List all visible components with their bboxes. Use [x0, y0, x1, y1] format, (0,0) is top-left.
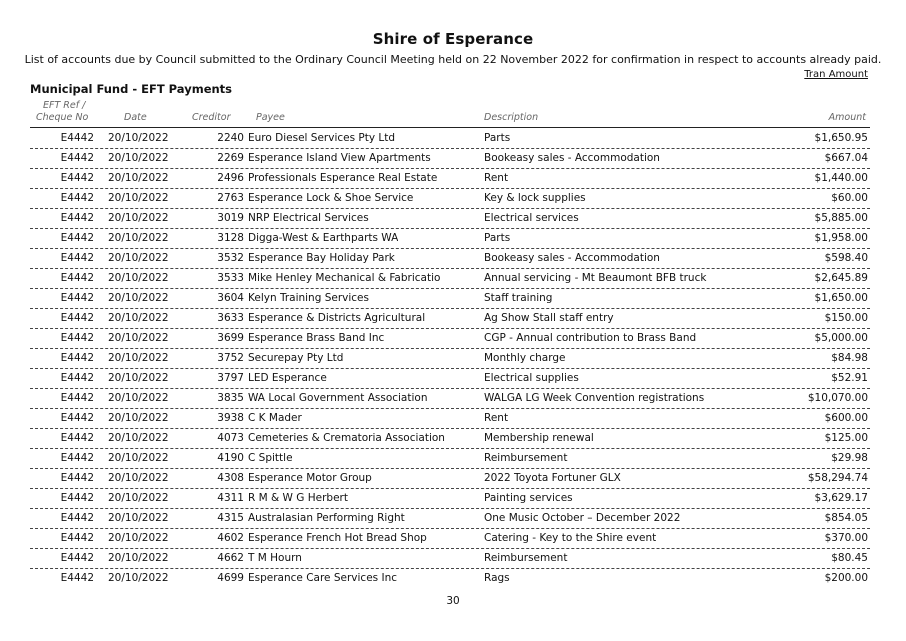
payee-cell: Securepay Pty Ltd: [248, 352, 344, 364]
table-row: [30, 489, 870, 509]
amount-cell: $84.98: [831, 352, 868, 364]
date-cell: 20/10/2022: [108, 132, 169, 144]
creditor-cell: 3752: [217, 352, 244, 364]
payee-cell: Esperance Motor Group: [248, 472, 372, 484]
eft-ref-cell: E4442: [60, 232, 94, 244]
column-header-description: Description: [484, 112, 539, 123]
eft-ref-cell: E4442: [60, 132, 94, 144]
description-cell: Ag Show Stall staff entry: [484, 312, 614, 324]
eft-ref-cell: E4442: [60, 332, 94, 344]
date-cell: 20/10/2022: [108, 472, 169, 484]
table-row: [30, 349, 870, 369]
table-row: [30, 129, 870, 149]
column-header-ref-line1: EFT Ref /: [43, 100, 86, 111]
amount-cell: $29.98: [831, 452, 868, 464]
description-cell: Rent: [484, 412, 509, 424]
payee-cell: R M & W G Herbert: [248, 492, 348, 504]
eft-ref-cell: E4442: [60, 572, 94, 584]
date-cell: 20/10/2022: [108, 412, 169, 424]
description-cell: Bookeasy sales - Accommodation: [484, 152, 660, 164]
amount-cell: $854.05: [824, 512, 868, 524]
date-cell: 20/10/2022: [108, 232, 169, 244]
description-cell: One Music October – December 2022: [484, 512, 681, 524]
column-header-ref: [36, 100, 89, 124]
amount-cell: $1,440.00: [814, 172, 868, 184]
creditor-cell: 2269: [217, 152, 244, 164]
fund-heading: Municipal Fund - EFT Payments: [30, 82, 233, 96]
amount-cell: $667.04: [824, 152, 868, 164]
eft-ref-cell: E4442: [60, 452, 94, 464]
description-cell: Painting services: [484, 492, 573, 504]
date-cell: 20/10/2022: [108, 252, 169, 264]
eft-ref-cell: E4442: [60, 492, 94, 504]
eft-ref-cell: E4442: [60, 372, 94, 384]
payee-cell: C Spittle: [248, 452, 293, 464]
amount-cell: $125.00: [824, 432, 868, 444]
table-row: [30, 329, 870, 349]
date-cell: 20/10/2022: [108, 452, 169, 464]
table-row: [30, 529, 870, 549]
amount-cell: $1,958.00: [814, 232, 868, 244]
eft-ref-cell: E4442: [60, 352, 94, 364]
table-row: [30, 509, 870, 529]
eft-ref-cell: E4442: [60, 272, 94, 284]
payee-cell: Euro Diesel Services Pty Ltd: [248, 132, 396, 144]
description-cell: Catering - Key to the Shire event: [484, 532, 657, 544]
date-cell: 20/10/2022: [108, 312, 169, 324]
description-cell: WALGA LG Week Convention registrations: [484, 392, 705, 404]
date-cell: 20/10/2022: [108, 372, 169, 384]
date-cell: 20/10/2022: [108, 192, 169, 204]
description-cell: Reimbursement: [484, 552, 568, 564]
eft-ref-cell: E4442: [60, 552, 94, 564]
description-cell: Monthly charge: [484, 352, 566, 364]
payee-cell: WA Local Government Association: [248, 392, 428, 404]
table-row: [30, 289, 870, 309]
payee-cell: Esperance Care Services Inc: [248, 572, 397, 584]
creditor-cell: 4190: [217, 452, 244, 464]
description-cell: Staff training: [484, 292, 553, 304]
description-cell: Bookeasy sales - Accommodation: [484, 252, 660, 264]
date-cell: 20/10/2022: [108, 432, 169, 444]
payee-cell: T M Hourn: [248, 552, 302, 564]
date-cell: 20/10/2022: [108, 212, 169, 224]
eft-ref-cell: E4442: [60, 172, 94, 184]
eft-ref-cell: E4442: [60, 412, 94, 424]
creditor-cell: 4699: [217, 572, 244, 584]
page-number: 30: [446, 595, 460, 607]
amount-cell: $80.45: [831, 552, 868, 564]
table-row: [30, 229, 870, 249]
description-cell: Parts: [484, 232, 511, 244]
payee-cell: NRP Electrical Services: [248, 212, 369, 224]
creditor-cell: 3128: [217, 232, 244, 244]
date-cell: 20/10/2022: [108, 532, 169, 544]
document-title: Shire of Esperance: [372, 30, 534, 48]
eft-ref-cell: E4442: [60, 212, 94, 224]
creditor-cell: 4311: [217, 492, 244, 504]
description-cell: Parts: [484, 132, 511, 144]
eft-ref-cell: E4442: [60, 292, 94, 304]
creditor-cell: 2496: [217, 172, 244, 184]
creditor-cell: 4315: [217, 512, 244, 524]
payee-cell: Esperance Bay Holiday Park: [248, 252, 395, 264]
amount-cell: $600.00: [824, 412, 868, 424]
column-header-amount: Amount: [828, 112, 866, 123]
description-cell: Membership renewal: [484, 432, 594, 444]
creditor-cell: 3835: [217, 392, 244, 404]
payee-cell: Cemeteries & Crematoria Association: [248, 432, 445, 444]
amount-cell: $5,885.00: [814, 212, 868, 224]
amount-cell: $1,650.95: [814, 132, 868, 144]
date-cell: 20/10/2022: [108, 352, 169, 364]
date-cell: 20/10/2022: [108, 272, 169, 284]
creditor-cell: 4662: [217, 552, 244, 564]
payee-cell: Mike Henley Mechanical & Fabricatio: [248, 272, 441, 284]
date-cell: 20/10/2022: [108, 172, 169, 184]
payee-cell: Kelyn Training Services: [248, 292, 369, 304]
date-cell: 20/10/2022: [108, 152, 169, 164]
column-header-date: Date: [124, 112, 147, 123]
creditor-cell: 4602: [217, 532, 244, 544]
payee-cell: LED Esperance: [248, 372, 327, 384]
eft-ref-cell: E4442: [60, 392, 94, 404]
amount-cell: $598.40: [824, 252, 868, 264]
payee-cell: Digga-West & Earthparts WA: [248, 232, 399, 244]
creditor-cell: 3604: [217, 292, 244, 304]
date-cell: 20/10/2022: [108, 512, 169, 524]
table-row: [30, 269, 870, 289]
table-row: [30, 169, 870, 189]
eft-ref-cell: E4442: [60, 512, 94, 524]
table-row: [30, 469, 870, 489]
column-header-payee: Payee: [256, 112, 285, 123]
creditor-cell: 3019: [217, 212, 244, 224]
creditor-cell: 3633: [217, 312, 244, 324]
creditor-cell: 3938: [217, 412, 244, 424]
header-rule: [30, 127, 870, 128]
amount-cell: $150.00: [824, 312, 868, 324]
amount-cell: $2,645.89: [814, 272, 868, 284]
payee-cell: C K Mader: [248, 412, 302, 424]
creditor-cell: 3532: [217, 252, 244, 264]
amount-cell: $58,294.74: [807, 472, 868, 484]
table-row: [30, 309, 870, 329]
table-row: [30, 449, 870, 469]
eft-ref-cell: E4442: [60, 252, 94, 264]
table-row: [30, 189, 870, 209]
description-cell: Rent: [484, 172, 509, 184]
description-cell: Rags: [484, 572, 510, 584]
date-cell: 20/10/2022: [108, 292, 169, 304]
amount-cell: $3,629.17: [814, 492, 868, 504]
date-cell: 20/10/2022: [108, 392, 169, 404]
amount-cell: $1,650.00: [814, 292, 868, 304]
payee-cell: Esperance French Hot Bread Shop: [248, 532, 427, 544]
payee-cell: Esperance Brass Band Inc: [248, 332, 385, 344]
column-header-creditor: Creditor: [192, 112, 231, 123]
eft-ref-cell: E4442: [60, 192, 94, 204]
amount-cell: $60.00: [831, 192, 868, 204]
table-row: [30, 389, 870, 409]
column-header-ref-line2: Cheque No: [36, 112, 89, 123]
description-cell: Electrical services: [484, 212, 579, 224]
payee-cell: Esperance Island View Apartments: [248, 152, 431, 164]
eft-ref-cell: E4442: [60, 312, 94, 324]
description-cell: Reimbursement: [484, 452, 568, 464]
eft-ref-cell: E4442: [60, 472, 94, 484]
payee-cell: Esperance & Districts Agricultural: [248, 312, 426, 324]
description-cell: Annual servicing - Mt Beaumont BFB truck: [484, 272, 707, 284]
creditor-cell: 3533: [217, 272, 244, 284]
creditor-cell: 2763: [217, 192, 244, 204]
description-cell: Key & lock supplies: [484, 192, 586, 204]
tran-amount-label: Tran Amount: [804, 69, 868, 80]
eft-ref-cell: E4442: [60, 152, 94, 164]
amount-cell: $10,070.00: [807, 392, 868, 404]
eft-ref-cell: E4442: [60, 432, 94, 444]
payee-cell: Esperance Lock & Shoe Service: [248, 192, 414, 204]
payee-cell: Australasian Performing Right: [248, 512, 405, 524]
table-row: [30, 409, 870, 429]
date-cell: 20/10/2022: [108, 332, 169, 344]
table-row: [30, 569, 870, 588]
date-cell: 20/10/2022: [108, 492, 169, 504]
table-row: [30, 149, 870, 169]
table-row: [30, 209, 870, 229]
creditor-cell: 4308: [217, 472, 244, 484]
creditor-cell: 3699: [217, 332, 244, 344]
date-cell: 20/10/2022: [108, 572, 169, 584]
table-row: [30, 369, 870, 389]
document-subtitle: List of accounts due by Council submitted to the Ordinary Council Meeting held on 22 November 2022 for confirmation in respect to accounts already paid.: [24, 53, 882, 66]
amount-cell: $200.00: [824, 572, 868, 584]
creditor-cell: 3797: [217, 372, 244, 384]
amount-cell: $52.91: [831, 372, 868, 384]
table-row: [30, 549, 870, 569]
payments-table-body: [30, 129, 870, 588]
eft-ref-cell: E4442: [60, 532, 94, 544]
table-row: [30, 249, 870, 269]
amount-cell: $370.00: [824, 532, 868, 544]
description-cell: 2022 Toyota Fortuner GLX: [484, 472, 621, 484]
date-cell: 20/10/2022: [108, 552, 169, 564]
description-cell: CGP - Annual contribution to Brass Band: [484, 332, 697, 344]
creditor-cell: 4073: [217, 432, 244, 444]
table-row: [30, 429, 870, 449]
amount-cell: $5,000.00: [814, 332, 868, 344]
description-cell: Electrical supplies: [484, 372, 579, 384]
creditor-cell: 2240: [217, 132, 244, 144]
payee-cell: Professionals Esperance Real Estate: [248, 172, 438, 184]
